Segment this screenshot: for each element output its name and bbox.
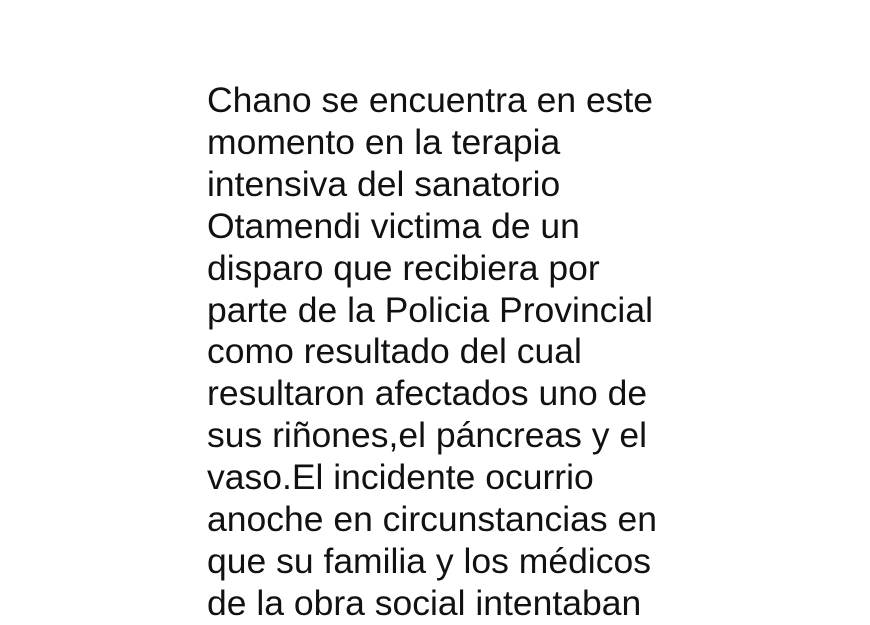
text-line: intensiva del sanatorio <box>207 163 561 204</box>
text-line: como resultado del cual <box>207 331 582 372</box>
text-line: vaso.El incidente ocurrio <box>207 457 594 498</box>
text-line: resultaron afectados uno de <box>207 373 648 414</box>
statement-text <box>207 80 677 625</box>
text-line: disparo que recibiera por <box>207 247 600 288</box>
text-line: anoche en circunstancias en <box>207 499 657 540</box>
text-line: Chano se encuentra en este <box>207 80 654 120</box>
text-line: sus riñones,el páncreas y el <box>207 415 648 456</box>
text-line: que su familia y los médicos <box>207 540 651 581</box>
text-line: Otamendi victima de un <box>207 205 580 246</box>
text-line: momento en la terapia <box>207 121 561 162</box>
text-line: parte de la Policia Provincial <box>207 289 653 330</box>
text-line: de la obra social intentaban <box>207 582 642 623</box>
